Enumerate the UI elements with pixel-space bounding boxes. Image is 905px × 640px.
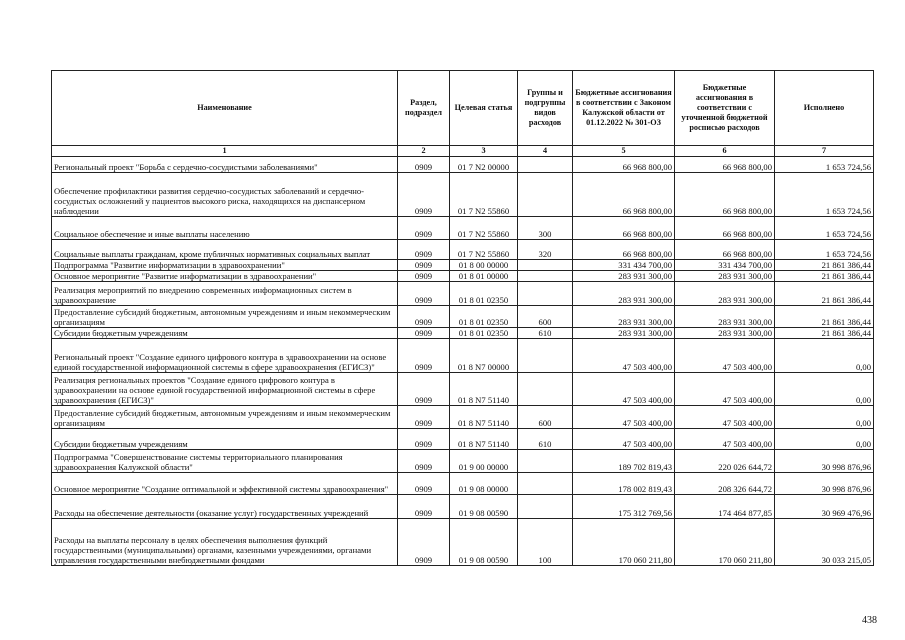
header-row [52, 71, 874, 146]
row-budget-law: 283 931 300,00 [573, 282, 675, 306]
row-budget-law: 66 968 800,00 [573, 240, 675, 260]
row-target: 01 9 08 00590 [450, 495, 518, 519]
row-execution: 0,00 [775, 373, 874, 406]
column-number: 4 [518, 146, 573, 157]
row-group [518, 495, 573, 519]
column-number: 7 [775, 146, 874, 157]
row-target: 01 8 N7 00000 [450, 339, 518, 373]
budget-execution-table [51, 70, 874, 566]
row-budget-refined: 47 503 400,00 [675, 429, 775, 450]
table-row [52, 173, 874, 217]
page-number: 438 [862, 615, 877, 626]
row-target: 01 8 01 02350 [450, 328, 518, 339]
row-budget-law: 47 503 400,00 [573, 429, 675, 450]
table-row [52, 328, 874, 339]
row-group: 610 [518, 328, 573, 339]
table-row [52, 339, 874, 373]
row-target: 01 8 N7 51140 [450, 406, 518, 429]
table-row [52, 373, 874, 406]
table-row [52, 282, 874, 306]
header-target: Целевая статья [450, 71, 518, 146]
row-budget-law: 175 312 769,56 [573, 495, 675, 519]
row-execution: 21 861 386,44 [775, 306, 874, 328]
row-target: 01 7 N2 00000 [450, 157, 518, 173]
row-budget-refined: 66 968 800,00 [675, 217, 775, 240]
row-budget-refined: 283 931 300,00 [675, 282, 775, 306]
row-target: 01 7 N2 55860 [450, 173, 518, 217]
table-row [52, 429, 874, 450]
row-execution: 21 861 386,44 [775, 260, 874, 271]
row-budget-law: 47 503 400,00 [573, 406, 675, 429]
row-name: Расходы на выплаты персоналу в целях обеспечения выполнения функций государственными (муниципальными) органами, казенными учреждениями, органами управления государственными внебюджетными фондами [52, 519, 398, 566]
row-target: 01 8 01 00000 [450, 271, 518, 282]
row-group [518, 271, 573, 282]
row-section: 0909 [398, 260, 450, 271]
row-name: Реализация региональных проектов "Создание единого цифрового контура в здравоохранении на основе единой государственной информационной системы в сфере здравоохранения (ЕГИСЗ)" [52, 373, 398, 406]
row-budget-refined: 47 503 400,00 [675, 406, 775, 429]
row-section: 0909 [398, 473, 450, 495]
row-budget-law: 283 931 300,00 [573, 271, 675, 282]
row-target: 01 8 N7 51140 [450, 373, 518, 406]
row-name: Основное мероприятие "Создание оптимальной и эффективной системы здравоохранения" [52, 473, 398, 495]
row-budget-refined: 283 931 300,00 [675, 306, 775, 328]
row-budget-law: 47 503 400,00 [573, 339, 675, 373]
header-budget-refined: Бюджетные ассигнования в соответствии с уточненной бюджетной росписью расходов [675, 71, 775, 146]
row-section: 0909 [398, 450, 450, 473]
row-section: 0909 [398, 271, 450, 282]
table-row [52, 271, 874, 282]
row-execution: 21 861 386,44 [775, 282, 874, 306]
column-number-row [52, 146, 874, 157]
row-group: 610 [518, 429, 573, 450]
row-budget-refined: 47 503 400,00 [675, 373, 775, 406]
row-group [518, 173, 573, 217]
row-target: 01 8 00 00000 [450, 260, 518, 271]
row-section: 0909 [398, 173, 450, 217]
row-section: 0909 [398, 306, 450, 328]
row-name: Расходы на обеспечение деятельности (оказание услуг) государственных учреждений [52, 495, 398, 519]
row-target: 01 8 N7 51140 [450, 429, 518, 450]
header-section: Раздел, подраздел [398, 71, 450, 146]
header-execution: Исполнено [775, 71, 874, 146]
row-budget-refined: 174 464 877,85 [675, 495, 775, 519]
row-budget-law: 47 503 400,00 [573, 373, 675, 406]
row-name: Предоставление субсидий бюджетным, автономным учреждениям и иным некоммерческим организациям [52, 406, 398, 429]
column-number: 2 [398, 146, 450, 157]
row-section: 0909 [398, 519, 450, 566]
row-target: 01 7 N2 55860 [450, 240, 518, 260]
row-group [518, 373, 573, 406]
row-section: 0909 [398, 373, 450, 406]
row-budget-refined: 208 326 644,72 [675, 473, 775, 495]
row-execution: 1 653 724,56 [775, 240, 874, 260]
row-budget-refined: 66 968 800,00 [675, 173, 775, 217]
row-section: 0909 [398, 328, 450, 339]
table-row [52, 495, 874, 519]
row-target: 01 8 01 02350 [450, 282, 518, 306]
row-execution: 0,00 [775, 406, 874, 429]
row-budget-refined: 66 968 800,00 [675, 157, 775, 173]
row-execution: 21 861 386,44 [775, 271, 874, 282]
row-budget-law: 66 968 800,00 [573, 173, 675, 217]
row-execution: 30 033 215,05 [775, 519, 874, 566]
row-name: Социальное обеспечение и иные выплаты населению [52, 217, 398, 240]
row-name: Субсидии бюджетным учреждениям [52, 429, 398, 450]
row-group [518, 157, 573, 173]
row-section: 0909 [398, 495, 450, 519]
row-target: 01 9 08 00590 [450, 519, 518, 566]
row-budget-law: 66 968 800,00 [573, 157, 675, 173]
table-row [52, 217, 874, 240]
table-row [52, 306, 874, 328]
row-section: 0909 [398, 217, 450, 240]
row-section: 0909 [398, 240, 450, 260]
row-name: Обеспечение профилактики развития сердечно-сосудистых заболеваний и сердечно-сосудистых осложнений у пациентов высокого риска, находящихся на диспансерном наблюдении [52, 173, 398, 217]
row-execution: 1 653 724,56 [775, 173, 874, 217]
table-row [52, 157, 874, 173]
column-number: 5 [573, 146, 675, 157]
row-execution: 1 653 724,56 [775, 217, 874, 240]
row-budget-law: 283 931 300,00 [573, 328, 675, 339]
row-name: Основное мероприятие "Развитие информатизации в здравоохранении" [52, 271, 398, 282]
row-budget-refined: 66 968 800,00 [675, 240, 775, 260]
row-name: Региональный проект "Борьба с сердечно-сосудистыми заболеваниями" [52, 157, 398, 173]
row-budget-law: 170 060 211,80 [573, 519, 675, 566]
row-execution: 21 861 386,44 [775, 328, 874, 339]
header-groups: Группы и подгруппы видов расходов [518, 71, 573, 146]
row-section: 0909 [398, 406, 450, 429]
row-name: Подпрограмма "Совершенствование системы территориального планирования здравоохранения Калужской области" [52, 450, 398, 473]
row-name: Реализация мероприятий по внедрению современных информационных систем в здравоохранение [52, 282, 398, 306]
row-name: Субсидии бюджетным учреждениям [52, 328, 398, 339]
header-budget-law: Бюджетные ассигнования в соответствии с Законом Калужской области от 01.12.2022 № 301-ОЗ [573, 71, 675, 146]
row-target: 01 9 08 00000 [450, 473, 518, 495]
row-budget-refined: 47 503 400,00 [675, 339, 775, 373]
row-target: 01 7 N2 55860 [450, 217, 518, 240]
row-group [518, 260, 573, 271]
row-execution: 1 653 724,56 [775, 157, 874, 173]
row-budget-refined: 170 060 211,80 [675, 519, 775, 566]
row-group: 100 [518, 519, 573, 566]
row-execution: 30 998 876,96 [775, 473, 874, 495]
row-group [518, 339, 573, 373]
column-number: 3 [450, 146, 518, 157]
row-budget-law: 331 434 700,00 [573, 260, 675, 271]
row-execution: 30 969 476,96 [775, 495, 874, 519]
row-budget-refined: 331 434 700,00 [675, 260, 775, 271]
row-name: Социальные выплаты гражданам, кроме публичных нормативных социальных выплат [52, 240, 398, 260]
row-execution: 0,00 [775, 339, 874, 373]
column-number: 1 [52, 146, 398, 157]
row-execution: 30 998 876,96 [775, 450, 874, 473]
table-row [52, 240, 874, 260]
row-target: 01 9 00 00000 [450, 450, 518, 473]
row-group [518, 473, 573, 495]
table-row [52, 519, 874, 566]
row-budget-law: 66 968 800,00 [573, 217, 675, 240]
row-name: Региональный проект "Создание единого цифрового контура в здравоохранении на основе единой государственной информационной системы в сфере здравоохранения (ЕГИСЗ)" [52, 339, 398, 373]
row-budget-law: 189 702 819,43 [573, 450, 675, 473]
row-group: 300 [518, 217, 573, 240]
row-target: 01 8 01 02350 [450, 306, 518, 328]
table-row [52, 473, 874, 495]
row-section: 0909 [398, 429, 450, 450]
row-group [518, 450, 573, 473]
row-budget-law: 178 002 819,43 [573, 473, 675, 495]
row-execution: 0,00 [775, 429, 874, 450]
header-name: Наименование [52, 71, 398, 146]
row-budget-refined: 283 931 300,00 [675, 271, 775, 282]
row-group: 320 [518, 240, 573, 260]
table-body [52, 157, 874, 566]
row-group: 600 [518, 406, 573, 429]
table-row [52, 260, 874, 271]
row-budget-refined: 283 931 300,00 [675, 328, 775, 339]
row-name: Предоставление субсидий бюджетным, автономным учреждениям и иным некоммерческим организациям [52, 306, 398, 328]
row-section: 0909 [398, 282, 450, 306]
table-row [52, 406, 874, 429]
table-row [52, 450, 874, 473]
row-name: Подпрограмма "Развитие информатизации в здравоохранении" [52, 260, 398, 271]
row-group [518, 282, 573, 306]
row-section: 0909 [398, 157, 450, 173]
row-budget-refined: 220 026 644,72 [675, 450, 775, 473]
row-group: 600 [518, 306, 573, 328]
column-number: 6 [675, 146, 775, 157]
row-section: 0909 [398, 339, 450, 373]
row-budget-law: 283 931 300,00 [573, 306, 675, 328]
